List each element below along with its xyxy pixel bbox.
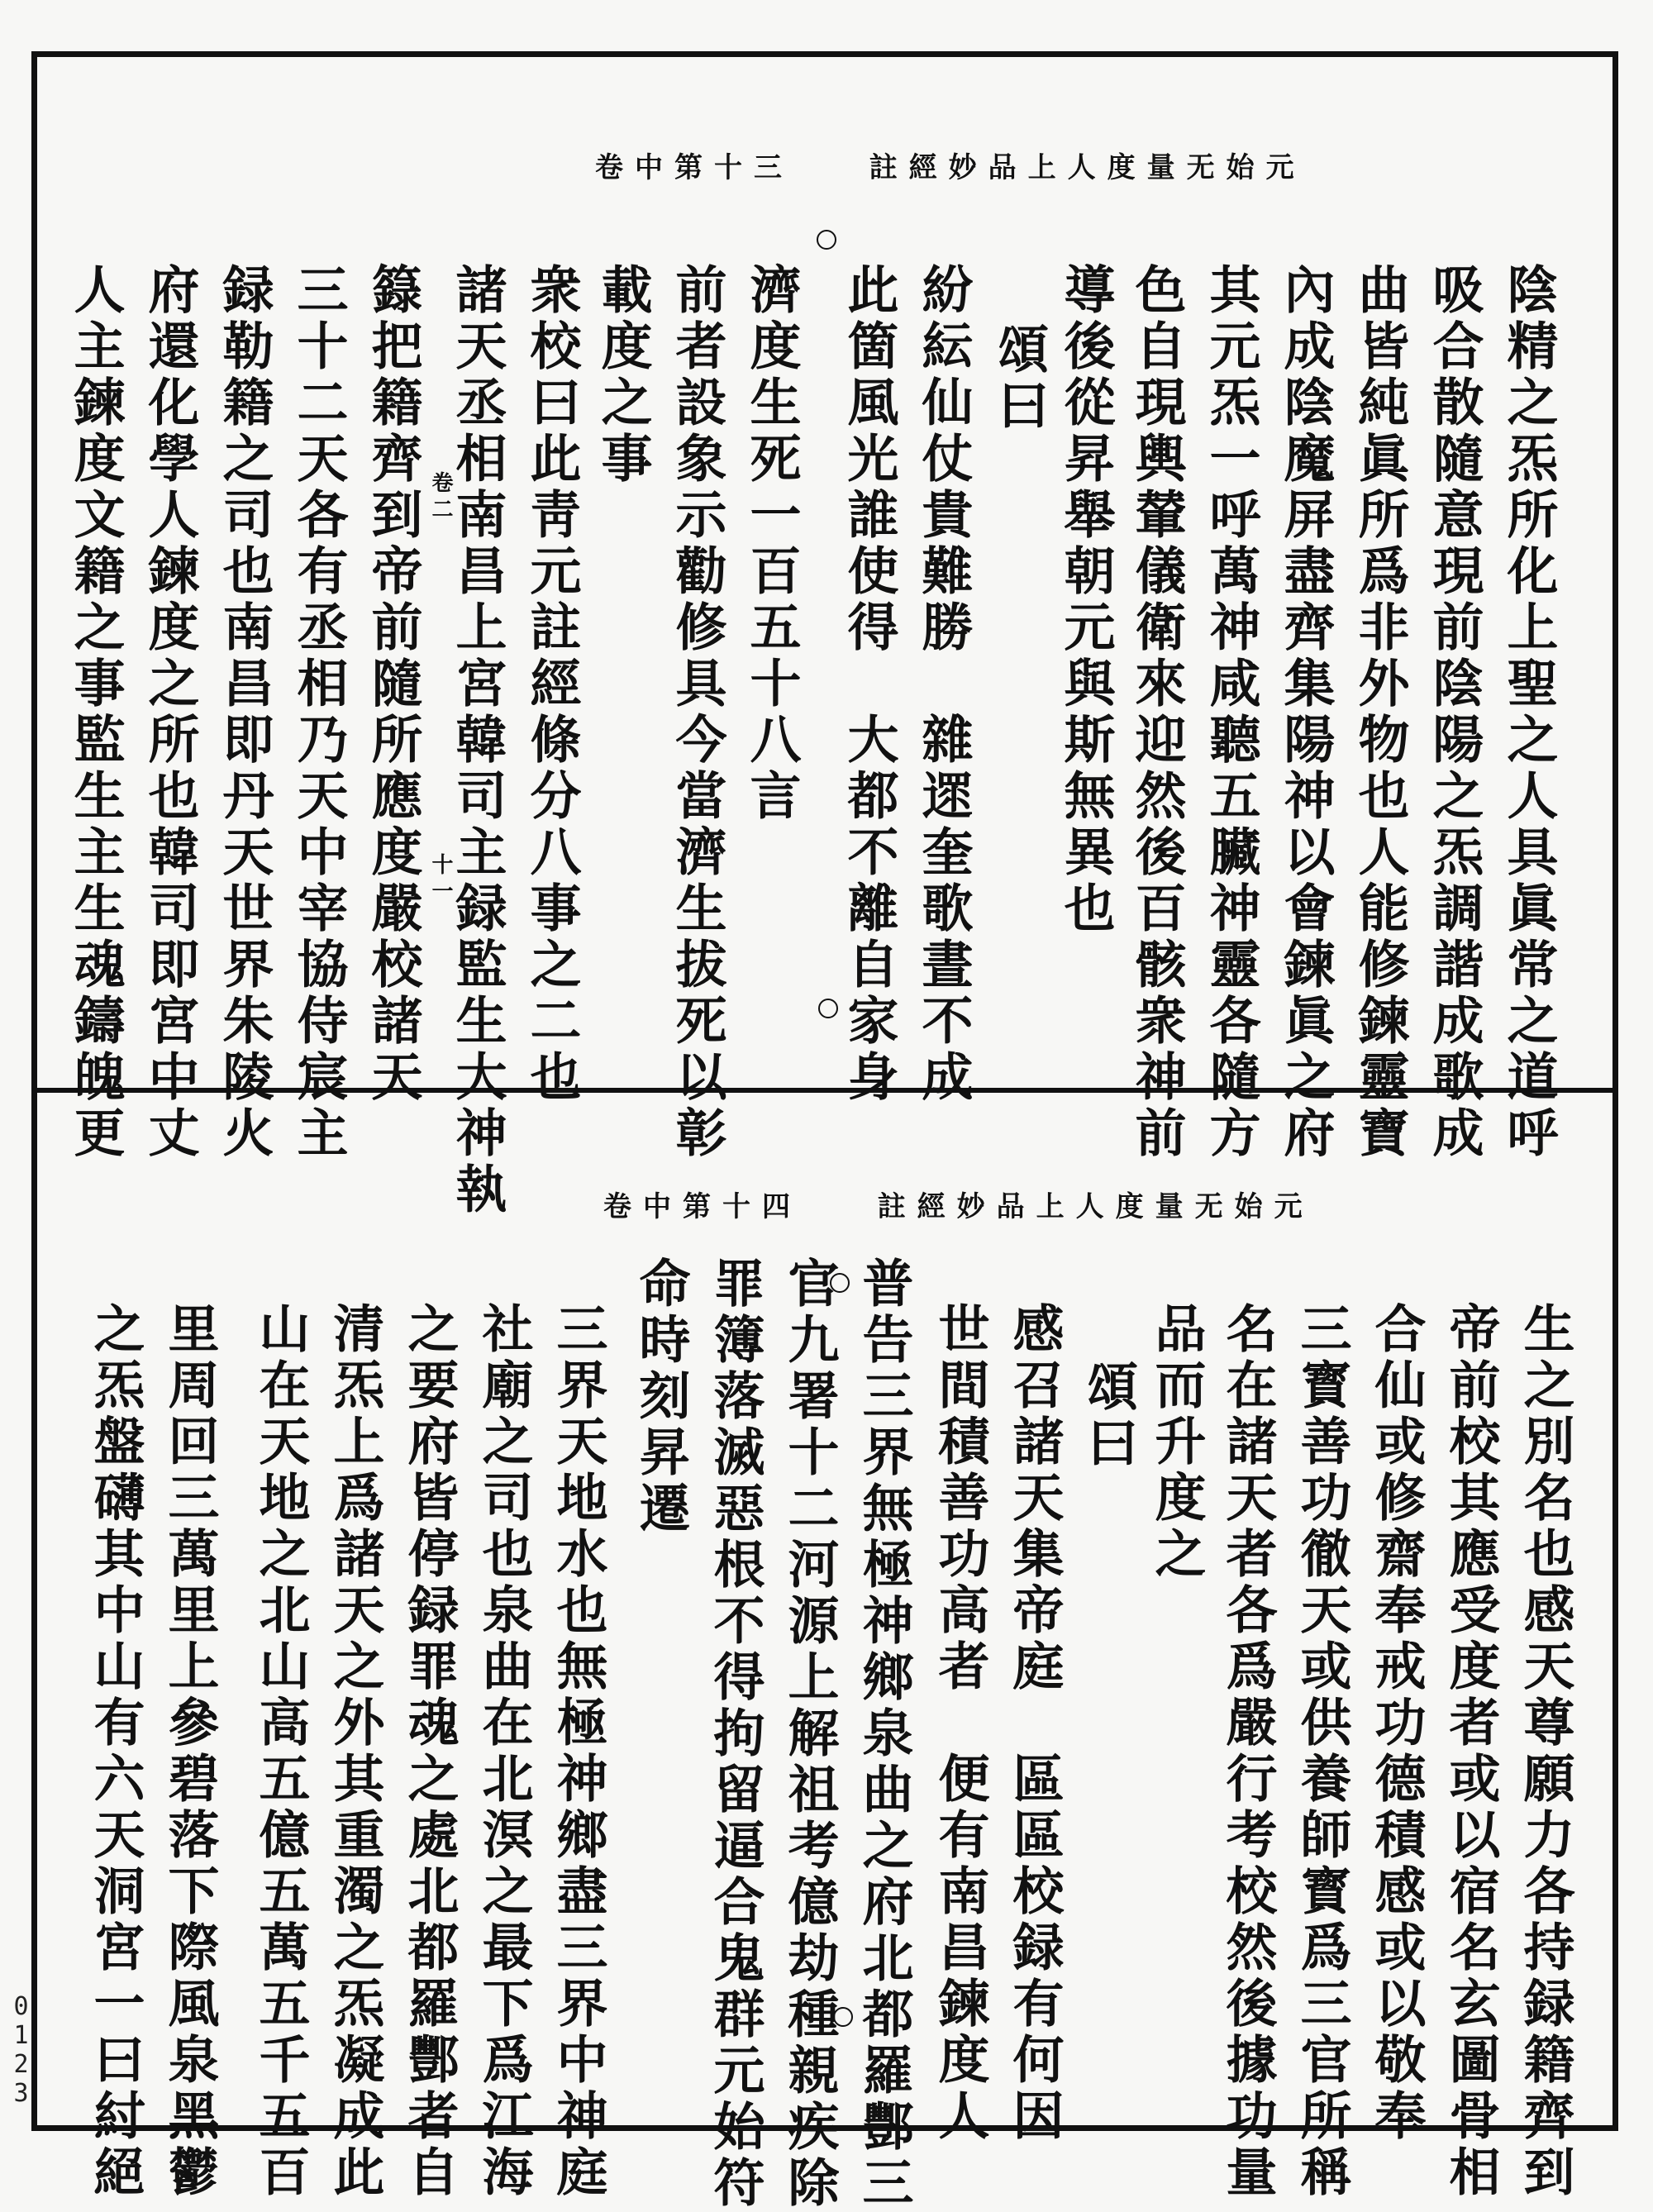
top-header-left: 三十第中卷 bbox=[595, 151, 793, 184]
text-column: 官九署十二河源上解祖考億劫種親疾除 bbox=[779, 1256, 840, 2212]
top-header bbox=[595, 145, 1306, 185]
text-column: 府還化學人鍊度之所也韓司即宮中丈 bbox=[140, 263, 200, 1162]
text-column: 導後從昇舉朝元與斯無異也 bbox=[1055, 263, 1116, 937]
text-column: 罪簿落滅惡根不得拘留逼合鬼群元始符 bbox=[705, 1256, 765, 2212]
inline-note: 十一 bbox=[428, 853, 453, 906]
text-column: 録勒籍之司也南昌即丹天世界朱陵火 bbox=[214, 263, 274, 1162]
bottom-header-right: 元始无量度人上品妙經註 bbox=[877, 1190, 1314, 1223]
text-column: 社廟之司也泉曲在北溟之最下爲江海 bbox=[474, 1302, 534, 2201]
text-column: 帝前校其應受度者或以宿名玄圖骨相 bbox=[1441, 1302, 1501, 2201]
text-column: 感召諸天集帝庭 區區校録有何因 bbox=[1004, 1302, 1065, 2145]
text-column: 清炁上爲諸天之外其重濁之炁凝成此 bbox=[325, 1302, 385, 2201]
text-column: 吸合散隨意現前陰陽之炁調諧成歌成 bbox=[1424, 263, 1484, 1162]
bottom-header bbox=[603, 1184, 1314, 1224]
text-column: 人主鍊度文籍之事監生主生魂鑄魄更 bbox=[65, 263, 126, 1162]
text-column: 命時刻昇遷 bbox=[631, 1256, 691, 1537]
text-column: 衆校曰此靑元註經條分八事之二也 bbox=[522, 263, 582, 1106]
text-column: 之要府皆停録罪魂之處北都羅酆者自 bbox=[399, 1302, 460, 2201]
text-column: 前者設象示勸修具今當濟生拔死以彰 bbox=[667, 263, 727, 1162]
top-header-right: 元始无量度人上品妙經註 bbox=[869, 151, 1306, 184]
text-column: 諸天丞相南昌上宮韓司主録監生大神執 bbox=[447, 263, 507, 1218]
text-column: 三寳善功徹天或供養師寳爲三官所稱 bbox=[1292, 1302, 1352, 2201]
text-column: 色自現輿輦儀衛來迎然後百骸衆神前 bbox=[1127, 263, 1187, 1162]
text-column: 之炁盤礴其中山有六天洞宮一曰紂絕 bbox=[85, 1302, 145, 2201]
text-column: 三十二天各有丞相乃天中宰協侍宸主 bbox=[288, 263, 349, 1162]
text-column: 此箇風光誰使得 大都不離自家身 bbox=[839, 263, 899, 1106]
text-column: 頌曰 bbox=[989, 322, 1050, 435]
binding-mark-icon bbox=[817, 230, 836, 250]
text-column: 三界天地水也無極神鄉盡三界中神庭 bbox=[548, 1302, 608, 2201]
text-column: 載度之事 bbox=[593, 263, 653, 488]
text-column: 頌曰 bbox=[1079, 1360, 1139, 1472]
page-number: 0123 bbox=[7, 1992, 36, 2108]
text-column: 名在諸天者各爲嚴行考校然後據功量 bbox=[1217, 1302, 1278, 2201]
text-column: 陰精之炁所化上聖之人具眞常之道呼 bbox=[1498, 263, 1559, 1162]
text-column: 其元炁一呼萬神咸聽五臟神靈各隨方 bbox=[1201, 263, 1261, 1162]
bottom-header-left: 四十第中卷 bbox=[603, 1190, 802, 1223]
text-column: 生之別名也感天尊願力各持録籍齊到 bbox=[1515, 1302, 1575, 2201]
text-column: 籙把籍齊到帝前隨所應度嚴校諸天 bbox=[363, 263, 423, 1106]
text-column: 曲皆純眞所爲非外物也人能修鍊靈寶 bbox=[1350, 263, 1410, 1162]
text-column: 紛紜仙仗貴難勝 雜遝奎歌晝不成 bbox=[913, 263, 974, 1106]
inline-note: 卷二 bbox=[428, 471, 453, 524]
text-column: 內成陰魔屏盡齊集陽神以會鍊眞之府 bbox=[1275, 263, 1336, 1162]
text-column: 山在天地之北山高五億五萬五千五百 bbox=[250, 1302, 311, 2201]
binding-mark-icon bbox=[818, 999, 838, 1018]
text-column: 合仙或修齋奉戒功德積感或以敬奉 bbox=[1366, 1302, 1427, 2145]
text-column: 里周回三萬里上參碧落下際風泉黑鬱 bbox=[160, 1302, 220, 2201]
text-column: 普告三界無極神鄉泉曲之府北都羅酆三 bbox=[854, 1256, 914, 2212]
text-column: 世間積善功高者 便有南昌鍊度人 bbox=[930, 1302, 990, 2145]
text-column: 濟度生死一百五十八言 bbox=[741, 263, 802, 825]
text-column: 品而升度之 bbox=[1146, 1302, 1207, 1583]
